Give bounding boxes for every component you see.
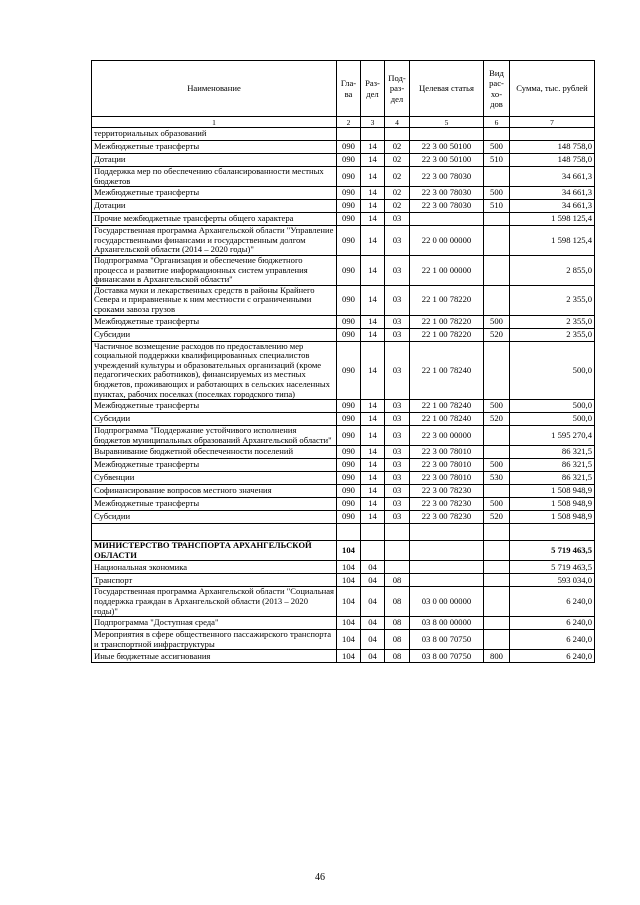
row-glava: 104 xyxy=(337,617,361,630)
row-razdel: 14 xyxy=(361,426,385,446)
row-vid: 510 xyxy=(484,200,510,213)
row-celevaya: 03 8 00 70750 xyxy=(410,650,484,663)
row-podrazdel: 02 xyxy=(385,141,410,154)
table-body xyxy=(92,128,595,663)
row-glava: 090 xyxy=(337,255,361,285)
row-podrazdel: 03 xyxy=(385,315,410,328)
row-summa: 1 508 948,9 xyxy=(510,511,595,524)
row-name: Софинансирование вопросов местного значения xyxy=(92,485,337,498)
row-name: Субсидии xyxy=(92,328,337,341)
table-row xyxy=(92,315,595,328)
table-row xyxy=(92,400,595,413)
row-summa: 2 355,0 xyxy=(510,285,595,315)
row-vid xyxy=(484,574,510,587)
row-vid: 520 xyxy=(484,511,510,524)
row-glava: 104 xyxy=(337,587,361,617)
row-glava xyxy=(337,128,361,141)
row-podrazdel: 03 xyxy=(385,226,410,256)
row-glava: 090 xyxy=(337,511,361,524)
header-razdel: Раз-дел xyxy=(361,61,385,117)
row-name: Прочие межбюджетные трансферты общего характера xyxy=(92,213,337,226)
row-glava: 090 xyxy=(337,154,361,167)
table-row xyxy=(92,459,595,472)
row-razdel: 14 xyxy=(361,472,385,485)
row-celevaya: 22 3 00 78010 xyxy=(410,472,484,485)
row-summa: 6 240,0 xyxy=(510,650,595,663)
table-row xyxy=(92,498,595,511)
row-summa: 86 321,5 xyxy=(510,446,595,459)
table-row xyxy=(92,341,595,400)
row-glava: 090 xyxy=(337,200,361,213)
row-vid xyxy=(484,541,510,561)
row-celevaya xyxy=(410,213,484,226)
row-summa: 500,0 xyxy=(510,400,595,413)
row-razdel: 14 xyxy=(361,446,385,459)
row-celevaya: 22 3 00 00000 xyxy=(410,426,484,446)
table-row xyxy=(92,328,595,341)
row-celevaya: 03 8 00 70750 xyxy=(410,630,484,650)
row-razdel: 14 xyxy=(361,328,385,341)
row-name: Межбюджетные трансферты xyxy=(92,498,337,511)
row-podrazdel: 03 xyxy=(385,213,410,226)
row-razdel: 04 xyxy=(361,574,385,587)
row-celevaya xyxy=(410,541,484,561)
row-summa: 1 508 948,9 xyxy=(510,498,595,511)
row-glava: 090 xyxy=(337,485,361,498)
row-vid: 500 xyxy=(484,400,510,413)
row-celevaya xyxy=(410,128,484,141)
row-podrazdel xyxy=(385,128,410,141)
row-podrazdel: 08 xyxy=(385,650,410,663)
table-row xyxy=(92,446,595,459)
row-podrazdel: 03 xyxy=(385,511,410,524)
row-name: Транспорт xyxy=(92,574,337,587)
row-summa: 5 719 463,5 xyxy=(510,541,595,561)
spacer-row xyxy=(92,524,595,541)
row-razdel: 04 xyxy=(361,650,385,663)
row-celevaya: 22 3 00 78010 xyxy=(410,446,484,459)
row-podrazdel: 03 xyxy=(385,328,410,341)
row-vid: 500 xyxy=(484,315,510,328)
row-razdel: 04 xyxy=(361,617,385,630)
row-razdel: 14 xyxy=(361,341,385,400)
row-celevaya: 22 1 00 78220 xyxy=(410,328,484,341)
table-row xyxy=(92,413,595,426)
row-glava: 090 xyxy=(337,141,361,154)
row-summa: 1 598 125,4 xyxy=(510,226,595,256)
row-celevaya: 22 3 00 78030 xyxy=(410,187,484,200)
row-glava: 104 xyxy=(337,630,361,650)
row-celevaya: 22 3 00 78030 xyxy=(410,200,484,213)
row-podrazdel: 03 xyxy=(385,498,410,511)
row-vid xyxy=(484,128,510,141)
row-razdel: 14 xyxy=(361,255,385,285)
row-summa: 5 719 463,5 xyxy=(510,561,595,574)
column-index-row xyxy=(92,117,595,128)
row-summa: 86 321,5 xyxy=(510,472,595,485)
row-podrazdel xyxy=(385,561,410,574)
row-summa: 34 661,3 xyxy=(510,187,595,200)
row-vid xyxy=(484,524,510,541)
table-row xyxy=(92,650,595,663)
row-celevaya: 22 3 00 50100 xyxy=(410,154,484,167)
row-podrazdel: 03 xyxy=(385,472,410,485)
row-summa: 2 355,0 xyxy=(510,315,595,328)
row-podrazdel: 03 xyxy=(385,485,410,498)
row-celevaya: 22 3 00 78230 xyxy=(410,511,484,524)
row-celevaya xyxy=(410,524,484,541)
budget-table xyxy=(91,60,595,663)
row-vid xyxy=(484,446,510,459)
row-razdel: 14 xyxy=(361,315,385,328)
col-index: 6 xyxy=(484,117,510,128)
row-glava: 090 xyxy=(337,400,361,413)
header-name: Наименование xyxy=(92,61,337,117)
row-razdel: 04 xyxy=(361,561,385,574)
row-celevaya: 22 1 00 78240 xyxy=(410,400,484,413)
row-podrazdel: 03 xyxy=(385,285,410,315)
row-razdel: 04 xyxy=(361,630,385,650)
row-vid: 510 xyxy=(484,154,510,167)
row-name: Поддержка мер по обеспечению сбалансированности местных бюджетов xyxy=(92,167,337,187)
table-row xyxy=(92,485,595,498)
row-celevaya: 03 8 00 00000 xyxy=(410,617,484,630)
row-podrazdel: 08 xyxy=(385,617,410,630)
row-razdel: 14 xyxy=(361,459,385,472)
row-glava: 104 xyxy=(337,650,361,663)
row-vid xyxy=(484,255,510,285)
row-razdel: 14 xyxy=(361,167,385,187)
row-glava: 090 xyxy=(337,472,361,485)
row-celevaya: 03 0 00 00000 xyxy=(410,587,484,617)
row-name: Государственная программа Архангельской области "Социальная поддержка граждан в Архангельской области (2013 – 2020 годы)" xyxy=(92,587,337,617)
table-row xyxy=(92,630,595,650)
row-razdel: 14 xyxy=(361,226,385,256)
row-glava: 090 xyxy=(337,459,361,472)
row-razdel xyxy=(361,524,385,541)
row-vid xyxy=(484,587,510,617)
page-number: 46 xyxy=(315,872,325,883)
row-celevaya: 22 3 00 50100 xyxy=(410,141,484,154)
row-podrazdel: 02 xyxy=(385,200,410,213)
row-podrazdel: 03 xyxy=(385,459,410,472)
row-glava: 090 xyxy=(337,341,361,400)
row-celevaya xyxy=(410,574,484,587)
row-razdel: 14 xyxy=(361,400,385,413)
table-row xyxy=(92,617,595,630)
row-podrazdel: 03 xyxy=(385,426,410,446)
row-razdel xyxy=(361,128,385,141)
row-glava xyxy=(337,524,361,541)
row-razdel: 14 xyxy=(361,200,385,213)
row-summa: 6 240,0 xyxy=(510,617,595,630)
row-razdel: 14 xyxy=(361,154,385,167)
row-summa: 2 855,0 xyxy=(510,255,595,285)
row-summa: 1 508 948,9 xyxy=(510,485,595,498)
row-summa: 86 321,5 xyxy=(510,459,595,472)
table-row xyxy=(92,574,595,587)
row-celevaya: 22 1 00 00000 xyxy=(410,255,484,285)
row-glava: 090 xyxy=(337,213,361,226)
row-podrazdel: 03 xyxy=(385,255,410,285)
col-index: 7 xyxy=(510,117,595,128)
row-name xyxy=(92,524,337,541)
table-row xyxy=(92,154,595,167)
table-row xyxy=(92,511,595,524)
header-summa: Сумма, тыс. рублей xyxy=(510,61,595,117)
row-name: Подпрограмма "Организация и обеспечение бюджетного процесса и развитие информационных систем управления финансами в Архангельской области" xyxy=(92,255,337,285)
row-name: территориальных образований xyxy=(92,128,337,141)
row-razdel: 14 xyxy=(361,285,385,315)
row-vid xyxy=(484,167,510,187)
row-name: Межбюджетные трансферты xyxy=(92,141,337,154)
row-name: Дотации xyxy=(92,200,337,213)
row-podrazdel xyxy=(385,541,410,561)
header-row xyxy=(92,61,595,117)
row-name: МИНИСТЕРСТВО ТРАНСПОРТА АРХАНГЕЛЬСКОЙ ОБЛАСТИ xyxy=(92,541,337,561)
row-glava: 104 xyxy=(337,561,361,574)
row-podrazdel: 03 xyxy=(385,413,410,426)
row-summa: 2 355,0 xyxy=(510,328,595,341)
table-row xyxy=(92,187,595,200)
row-razdel: 14 xyxy=(361,498,385,511)
table-row xyxy=(92,472,595,485)
row-razdel: 14 xyxy=(361,413,385,426)
row-summa: 1 595 270,4 xyxy=(510,426,595,446)
row-summa: 6 240,0 xyxy=(510,630,595,650)
row-summa: 148 758,0 xyxy=(510,141,595,154)
row-name: Межбюджетные трансферты xyxy=(92,187,337,200)
row-vid: 500 xyxy=(484,498,510,511)
row-razdel: 04 xyxy=(361,587,385,617)
row-summa xyxy=(510,524,595,541)
row-celevaya: 22 1 00 78220 xyxy=(410,285,484,315)
row-vid: 500 xyxy=(484,459,510,472)
row-summa: 34 661,3 xyxy=(510,200,595,213)
table-row xyxy=(92,213,595,226)
row-name: Дотации xyxy=(92,154,337,167)
row-summa: 6 240,0 xyxy=(510,587,595,617)
row-vid: 500 xyxy=(484,141,510,154)
row-summa: 148 758,0 xyxy=(510,154,595,167)
row-razdel: 14 xyxy=(361,485,385,498)
table-row xyxy=(92,255,595,285)
row-vid xyxy=(484,285,510,315)
header-vid: Вид рас-хо-дов xyxy=(484,61,510,117)
row-podrazdel: 08 xyxy=(385,574,410,587)
row-vid xyxy=(484,630,510,650)
col-index: 3 xyxy=(361,117,385,128)
header-podrazdel: Под-раз-дел xyxy=(385,61,410,117)
table-row xyxy=(92,141,595,154)
row-vid: 500 xyxy=(484,187,510,200)
row-glava: 090 xyxy=(337,426,361,446)
row-summa: 34 661,3 xyxy=(510,167,595,187)
table-row xyxy=(92,541,595,561)
row-name: Субсидии xyxy=(92,511,337,524)
row-summa: 593 034,0 xyxy=(510,574,595,587)
row-glava: 090 xyxy=(337,187,361,200)
col-index: 2 xyxy=(337,117,361,128)
col-index: 5 xyxy=(410,117,484,128)
row-glava: 090 xyxy=(337,167,361,187)
row-name: Межбюджетные трансферты xyxy=(92,459,337,472)
row-podrazdel: 03 xyxy=(385,400,410,413)
row-name: Государственная программа Архангельской области "Управление государственными финансами и государственным долгом Архангельской области (2014 – 2020 годы)" xyxy=(92,226,337,256)
row-vid xyxy=(484,617,510,630)
row-vid xyxy=(484,341,510,400)
row-summa: 1 598 125,4 xyxy=(510,213,595,226)
col-index: 4 xyxy=(385,117,410,128)
row-name: Подпрограмма "Поддержание устойчивого исполнения бюджетов муниципальных образований Архангельской области" xyxy=(92,426,337,446)
row-podrazdel: 03 xyxy=(385,446,410,459)
row-glava: 104 xyxy=(337,541,361,561)
table-row xyxy=(92,587,595,617)
row-name: Национальная экономика xyxy=(92,561,337,574)
row-celevaya: 22 1 00 78240 xyxy=(410,341,484,400)
row-name: Подпрограмма "Доступная среда" xyxy=(92,617,337,630)
row-razdel: 14 xyxy=(361,511,385,524)
row-name: Иные бюджетные ассигнования xyxy=(92,650,337,663)
col-index: 1 xyxy=(92,117,337,128)
row-podrazdel: 02 xyxy=(385,167,410,187)
row-podrazdel: 08 xyxy=(385,587,410,617)
row-vid: 530 xyxy=(484,472,510,485)
row-glava: 090 xyxy=(337,413,361,426)
row-vid xyxy=(484,426,510,446)
row-summa xyxy=(510,128,595,141)
row-celevaya: 22 3 00 78230 xyxy=(410,485,484,498)
row-celevaya xyxy=(410,561,484,574)
table-row xyxy=(92,128,595,141)
row-celevaya: 22 3 00 78230 xyxy=(410,498,484,511)
row-celevaya: 22 1 00 78220 xyxy=(410,315,484,328)
table-row xyxy=(92,561,595,574)
row-vid xyxy=(484,561,510,574)
row-name: Частичное возмещение расходов по предоставлению мер социальной поддержки квалифицированных специалистов учреждений культуры и образовательных организаций (кроме педагогических работников), финансируемых из местных бюджетов, проживающих и работающих в сельских населенных пунктах, рабочих поселках (поселках городского типа) xyxy=(92,341,337,400)
row-name: Межбюджетные трансферты xyxy=(92,315,337,328)
row-razdel: 14 xyxy=(361,213,385,226)
row-razdel: 14 xyxy=(361,141,385,154)
row-name: Доставка муки и лекарственных средств в районы Крайнего Севера и приравненные к ним местности с ограниченными сроками завоза грузов xyxy=(92,285,337,315)
row-vid xyxy=(484,485,510,498)
row-podrazdel: 08 xyxy=(385,630,410,650)
row-celevaya: 22 0 00 00000 xyxy=(410,226,484,256)
row-celevaya: 22 3 00 78030 xyxy=(410,167,484,187)
row-vid xyxy=(484,213,510,226)
row-vid: 520 xyxy=(484,328,510,341)
row-name: Субвенции xyxy=(92,472,337,485)
row-podrazdel: 03 xyxy=(385,341,410,400)
row-celevaya: 22 1 00 78240 xyxy=(410,413,484,426)
table-row xyxy=(92,226,595,256)
row-glava: 090 xyxy=(337,285,361,315)
header-glava: Гла-ва xyxy=(337,61,361,117)
table-row xyxy=(92,285,595,315)
row-glava: 090 xyxy=(337,226,361,256)
table-row xyxy=(92,200,595,213)
row-summa: 500,0 xyxy=(510,413,595,426)
row-vid: 520 xyxy=(484,413,510,426)
row-name: Субсидии xyxy=(92,413,337,426)
row-glava: 090 xyxy=(337,315,361,328)
row-glava: 090 xyxy=(337,446,361,459)
row-name: Мероприятия в сфере общественного пассажирского транспорта и транспортной инфраструктуры xyxy=(92,630,337,650)
row-name: Межбюджетные трансферты xyxy=(92,400,337,413)
row-podrazdel xyxy=(385,524,410,541)
row-razdel xyxy=(361,541,385,561)
row-razdel: 14 xyxy=(361,187,385,200)
row-summa: 500,0 xyxy=(510,341,595,400)
row-glava: 090 xyxy=(337,328,361,341)
row-vid xyxy=(484,226,510,256)
row-glava: 090 xyxy=(337,498,361,511)
row-podrazdel: 02 xyxy=(385,154,410,167)
table-row xyxy=(92,426,595,446)
table-row xyxy=(92,167,595,187)
row-glava: 104 xyxy=(337,574,361,587)
row-vid: 800 xyxy=(484,650,510,663)
row-podrazdel: 02 xyxy=(385,187,410,200)
row-name: Выравнивание бюджетной обеспеченности поселений xyxy=(92,446,337,459)
row-celevaya: 22 3 00 78010 xyxy=(410,459,484,472)
header-celevaya: Целевая статья xyxy=(410,61,484,117)
